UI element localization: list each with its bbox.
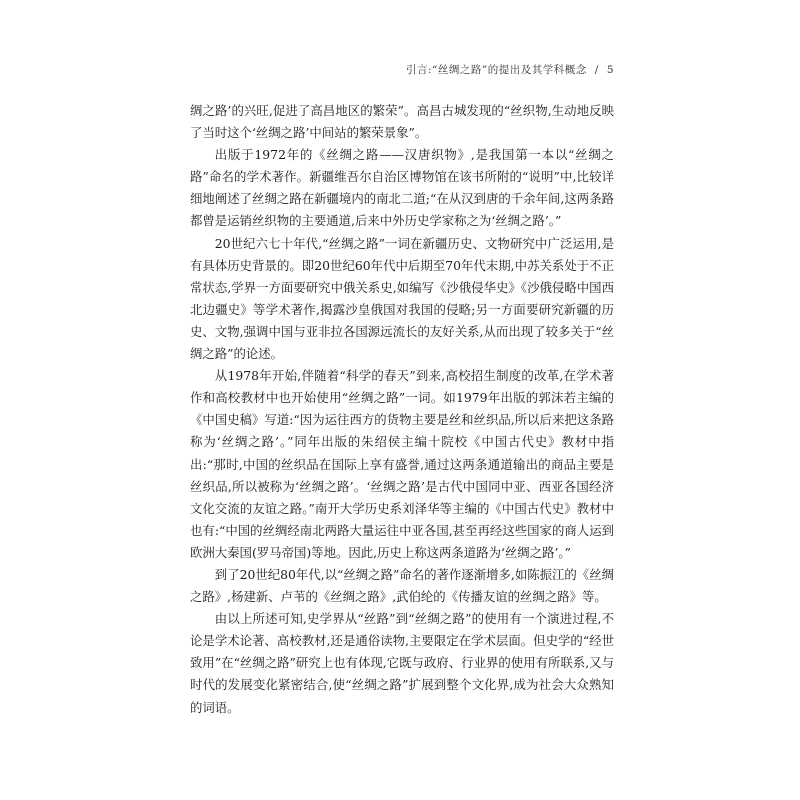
paragraph: 到了20世纪80年代,以“丝绸之路”命名的著作逐渐增多,如陈振江的《丝绸之路》,杨建新、卢苇的《丝绸之路》,武伯纶的《传播友谊的丝绸之路》等。 [190, 566, 614, 605]
paragraph: 20世纪六七十年代,“丝绸之路”一词在新疆历史、文物研究中广泛运用,是有具体历史背景的。即20世纪60年代中后期至70年代末期,中苏关系处于不正常状态,学界一方面要研究中俄关系史,如编写《沙俄侵华史》《沙俄侵略中国西北边疆史》等学术著作,揭露沙皇俄国对我国的侵略;另一方面要研究新疆的历史、文物,强调中国与亚非拉各国源远流长的友好关系,从而出现了较多关于“丝绸之路”的论述。 [190, 235, 614, 362]
running-header [406, 62, 614, 77]
paragraph: 由以上所述可知,史学界从“丝路”到“丝绸之路”的使用有一个演进过程,不论是学术论著、高校教材,还是通俗读物,主要限定在学术层面。但史学的“经世致用”在“丝绸之路”研究上也有体现,它既与政府、行业界的使用有所联系,又与时代的发展变化紧密结合,使“丝绸之路”扩展到整个文化界,成为社会大众熟知的词语。 [190, 611, 614, 715]
paragraph: 出版于1972年的《丝绸之路——汉唐织物》,是我国第一本以“丝绸之路”命名的学术著作。新疆维吾尔自治区博物馆在该书所附的“说明”中,比较详细地阐述了丝绸之路在新疆境内的南北二道;“在从汉到唐的千余年间,这两条路都曾是运销丝织物的主要通道,后来中外历史学家称之为‘丝绸之路’。” [190, 147, 614, 229]
paragraph: 从1978年开始,伴随着“科学的春天”到来,高校招生制度的改革,在学术著作和高校教材中也开始使用“丝绸之路”一词。如1979年出版的郭沫若主编的《中国史稿》写道:“因为运往西方的货物主要是丝和丝织品,所以后来把这条路称为‘丝绸之路’。”同年出版的朱绍侯主编十院校《中国古代史》教材中指出:“那时,中国的丝织品在国际上享有盛誉,通过这两条通道输出的商品主要是丝织品,所以被称为‘丝绸之路’。‘丝绸之路’是古代中国同中亚、西亚各国经济文化交流的友谊之路。”南开大学历史系刘泽华等主编的《中国古代史》教材中也有:“中国的丝绸经南北两路大量运往中亚各国,甚至再经这些国家的商人运到欧洲大秦国(罗马帝国)等地。因此,历史上称这两条道路为‘丝绸之路’。” [190, 368, 614, 560]
running-title: 引言:“丝绸之路”的提出及其学科概念 [405, 64, 587, 76]
header-separator: / [594, 64, 599, 76]
page-number: 5 [606, 64, 614, 76]
body-text [190, 100, 614, 719]
paragraph-continued: 绸之路’的兴旺,促进了高昌地区的繁荣”。高昌古城发现的“丝织物,生动地反映了当时这个‘丝绸之路’中间站的繁荣景象”。 [190, 103, 614, 141]
